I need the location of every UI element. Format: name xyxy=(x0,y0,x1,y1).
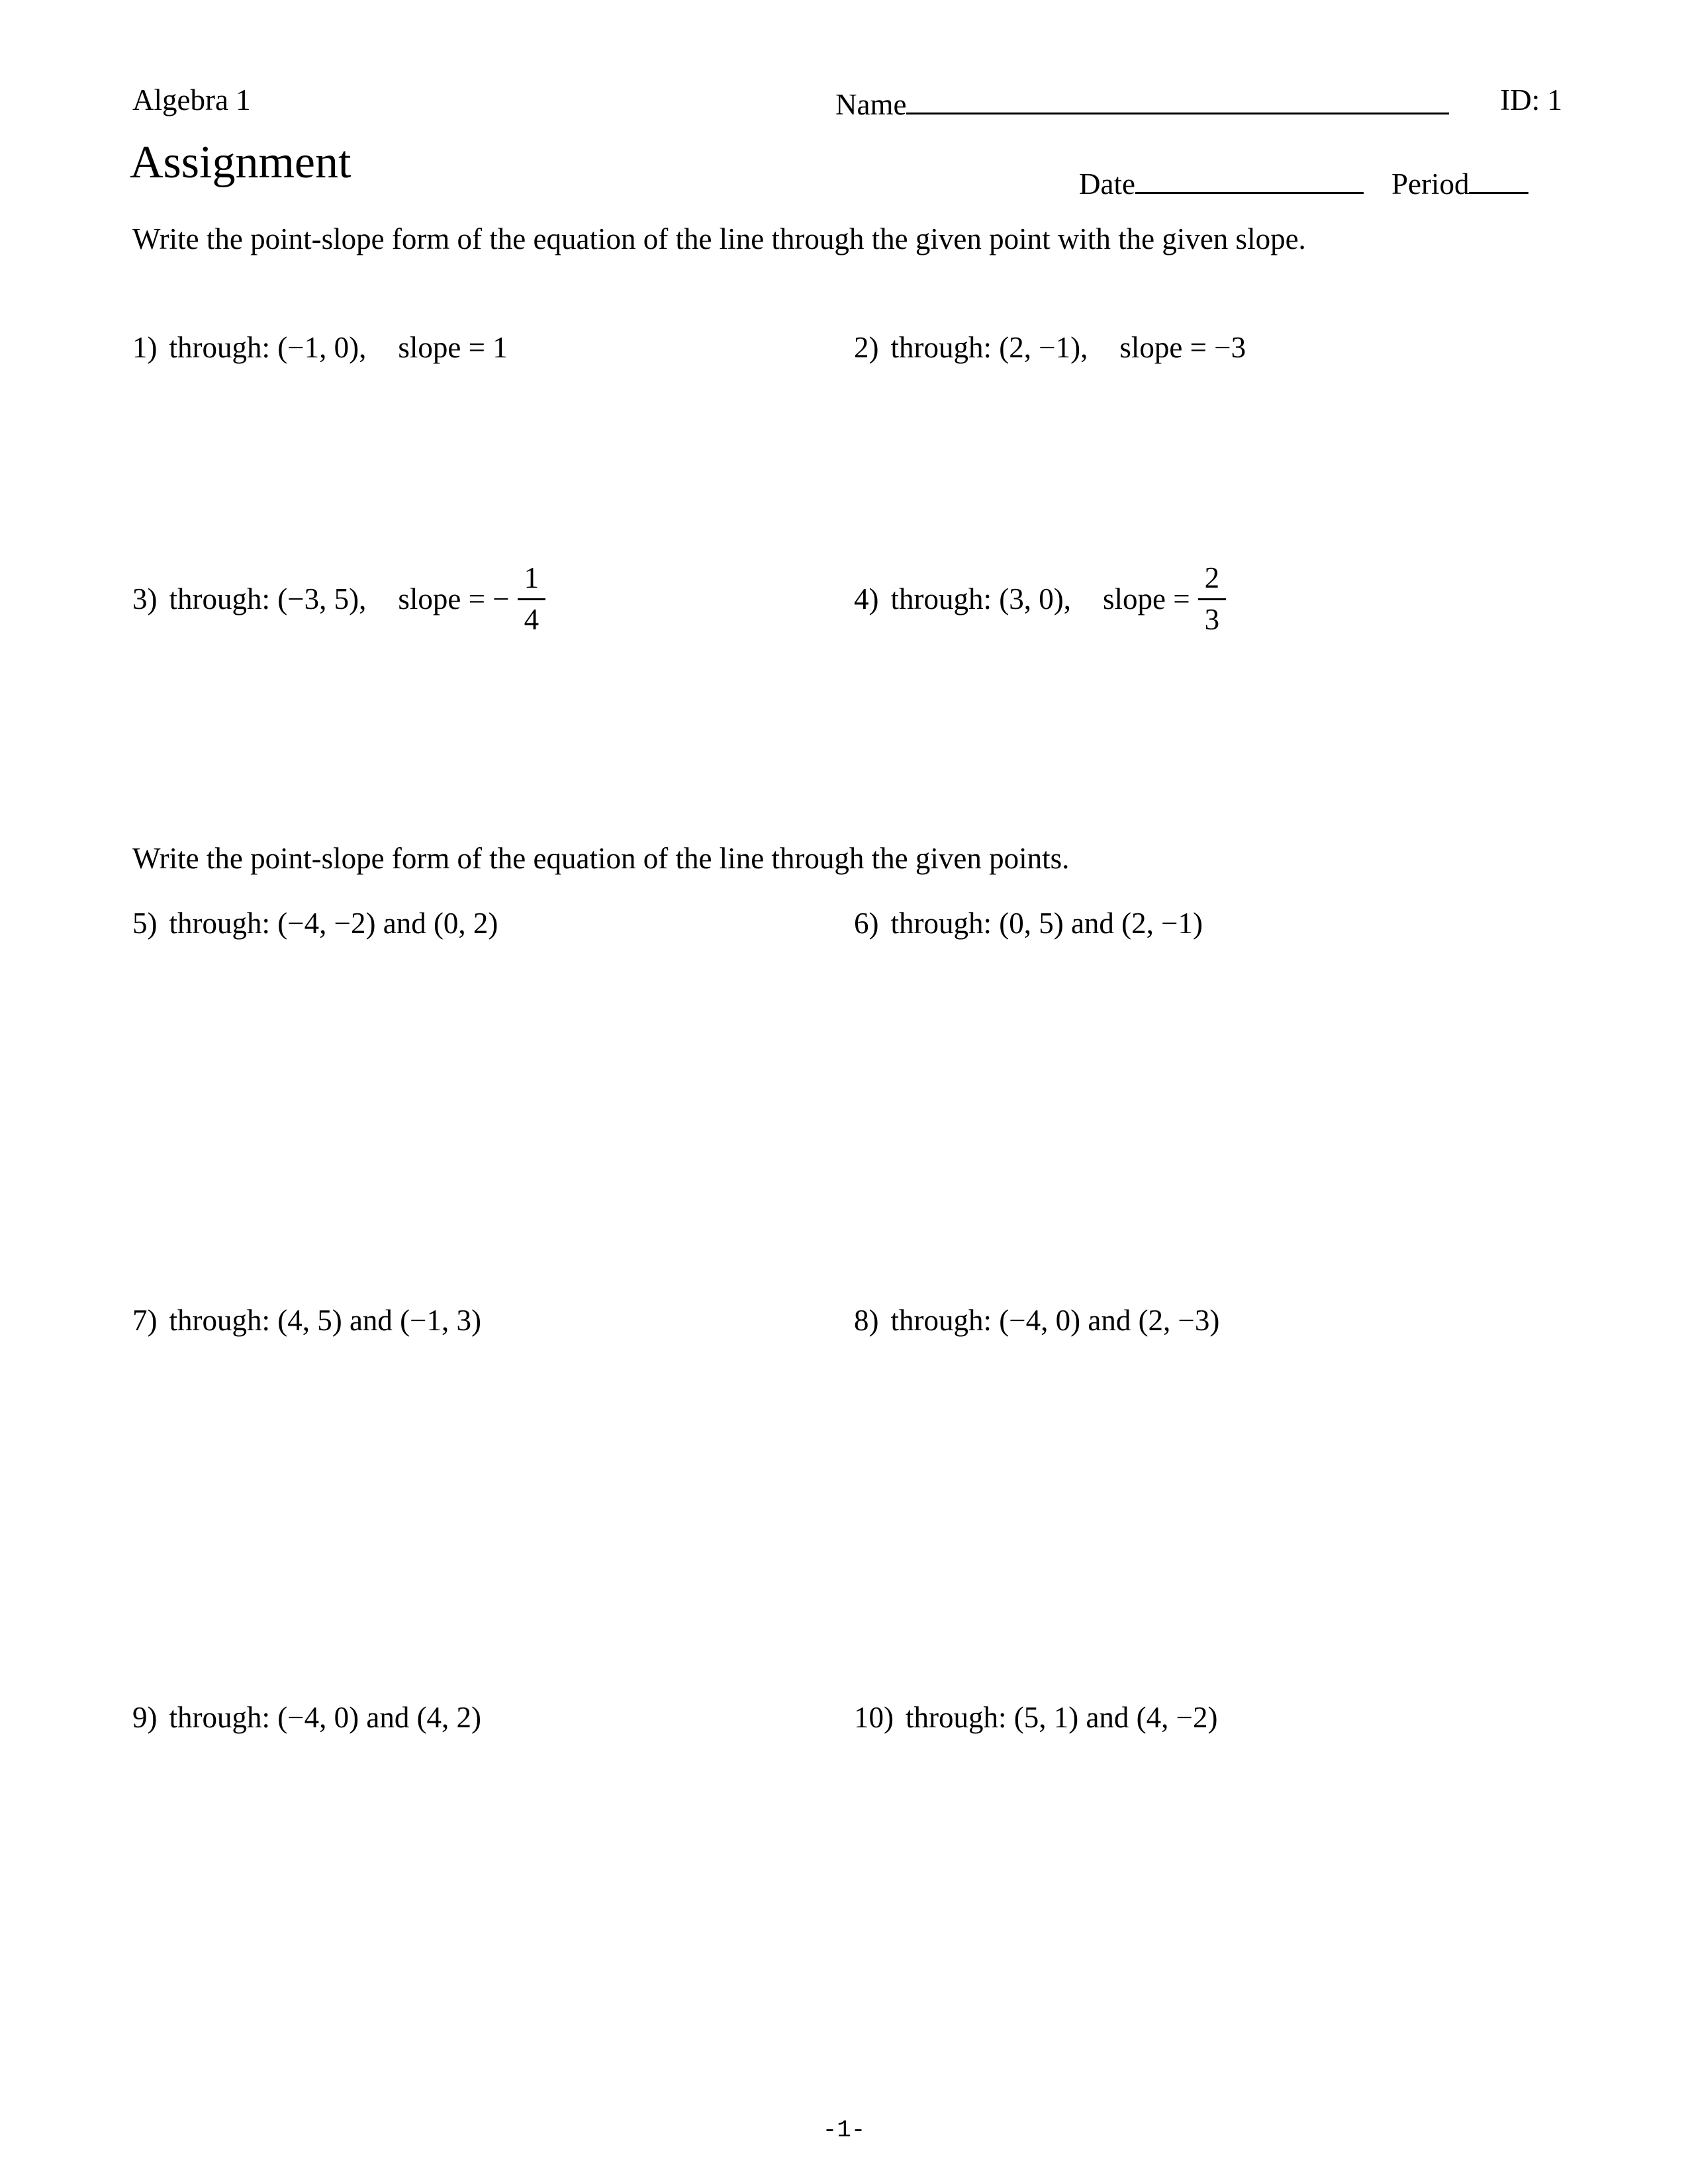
name-label: Name xyxy=(835,88,907,121)
problem-10 xyxy=(854,1698,1218,1737)
problem-9-number: 9) xyxy=(132,1701,158,1734)
problem-7-number: 7) xyxy=(132,1304,158,1337)
problem-3-point: through: (−3, 5), xyxy=(169,582,367,615)
problem-3 xyxy=(132,561,545,637)
problem-5-number: 5) xyxy=(132,907,158,940)
problem-6-number: 6) xyxy=(854,907,879,940)
problem-1-point: through: (−1, 0), xyxy=(169,331,367,364)
problem-8-body: through: (−4, 0) and (2, −3) xyxy=(890,1304,1220,1337)
name-field xyxy=(835,81,1449,124)
fraction-numerator: 1 xyxy=(518,561,546,600)
problem-7-body: through: (4, 5) and (−1, 3) xyxy=(169,1304,482,1337)
date-blank-line xyxy=(1135,160,1364,194)
section1-instructions: Write the point-slope form of the equation of the line through the given point with the given slope. xyxy=(132,222,1306,255)
problem-2-point: through: (2, −1), xyxy=(890,331,1088,364)
problem-6-body: through: (0, 5) and (2, −1) xyxy=(890,907,1203,940)
problem-10-number: 10) xyxy=(854,1701,894,1734)
problem-4-number: 4) xyxy=(854,582,879,615)
problem-2-slope: slope = −3 xyxy=(1119,331,1246,364)
date-period-row xyxy=(1079,160,1528,204)
problem-3-slope-prefix: slope = − xyxy=(398,582,510,615)
section2-instructions: Write the point-slope form of the equation of the line through the given points. xyxy=(132,842,1070,875)
problem-7 xyxy=(132,1301,481,1340)
page-number: -1- xyxy=(822,2116,866,2144)
problem-3-slope-fraction xyxy=(518,561,546,637)
problem-4-point: through: (3, 0), xyxy=(890,582,1071,615)
problem-4-slope-prefix: slope = xyxy=(1102,582,1190,615)
course-title: Algebra 1 xyxy=(132,83,251,116)
problem-4-slope-fraction xyxy=(1198,561,1227,637)
problem-9-body: through: (−4, 0) and (4, 2) xyxy=(169,1701,482,1734)
problem-3-number: 3) xyxy=(132,582,158,615)
problem-6 xyxy=(854,904,1203,943)
problem-8-number: 8) xyxy=(854,1304,879,1337)
problem-10-body: through: (5, 1) and (4, −2) xyxy=(906,1701,1218,1734)
page-title: Assignment xyxy=(130,137,352,188)
problem-8 xyxy=(854,1301,1219,1340)
problem-2-number: 2) xyxy=(854,331,879,364)
fraction-numerator: 2 xyxy=(1198,561,1227,600)
problem-1 xyxy=(132,328,508,367)
worksheet-id: ID: 1 xyxy=(1500,83,1562,116)
problem-1-number: 1) xyxy=(132,331,158,364)
period-blank-line xyxy=(1469,160,1528,194)
problem-4 xyxy=(854,561,1226,637)
date-label: Date xyxy=(1079,167,1135,201)
period-label: Period xyxy=(1391,167,1470,201)
problem-2 xyxy=(854,328,1246,367)
fraction-denominator: 3 xyxy=(1204,602,1220,636)
problem-1-slope: slope = 1 xyxy=(398,331,508,364)
problem-9 xyxy=(132,1698,481,1737)
problem-5 xyxy=(132,904,498,943)
name-blank-line xyxy=(906,81,1449,114)
fraction-denominator: 4 xyxy=(524,602,539,636)
problem-5-body: through: (−4, −2) and (0, 2) xyxy=(169,907,498,940)
